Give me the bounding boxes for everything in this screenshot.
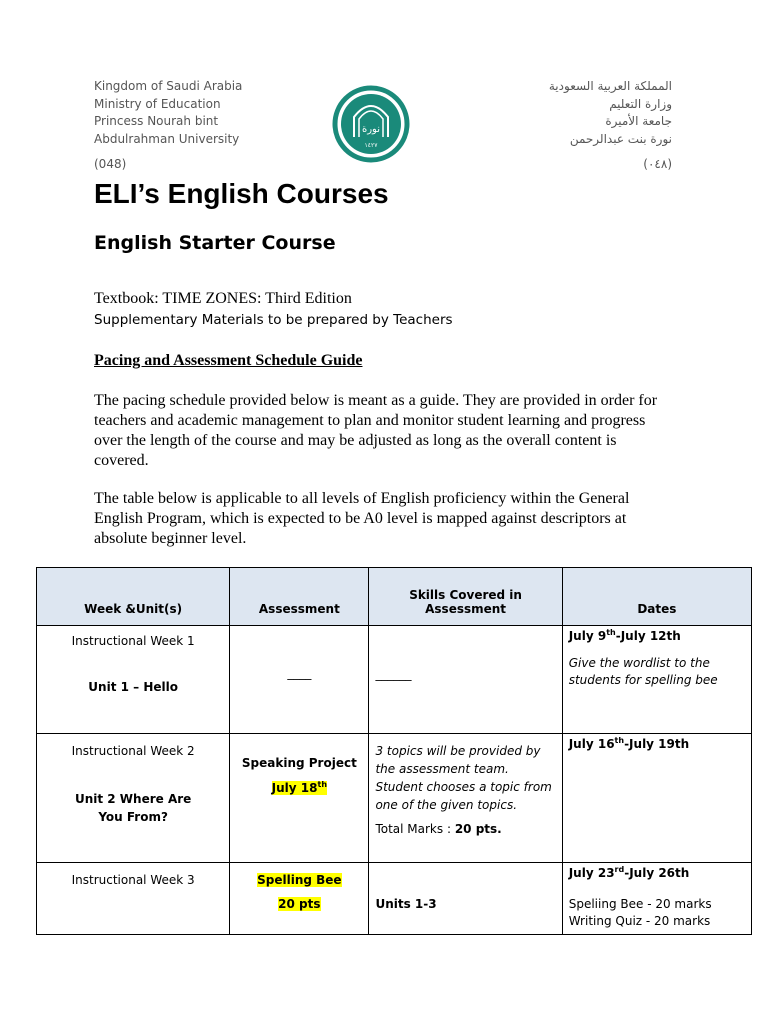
unit-label: Unit 1 – Hello [88,680,178,694]
table-row [37,734,752,863]
date-start-suffix: th [614,736,625,745]
header-dates: Dates [562,568,751,626]
header-right-line: نورة بنت عبدالرحمن [569,131,672,146]
header-left-line: Ministry of Education [94,96,221,111]
header-left-line: Kingdom of Saudi Arabia [94,79,243,93]
header-assessment: Assessment [230,568,369,626]
header-skills: Skills Covered in Assessment [369,568,562,626]
applicability-paragraph: The table below is applicable to all levels of English proficiency within the General English Program, which is expected to be A0 level is mapped against descriptors at absolute beginner level. [94,490,630,547]
guide-heading: Pacing and Assessment Schedule Guide [94,352,363,369]
date-range [569,628,751,643]
header-week: Week &Unit(s) [37,568,230,626]
assessment-title [230,873,368,887]
week-cell [37,863,230,935]
intro-paragraph: The pacing schedule provided below is meant as a guide. They are provided in order for teachers and academic management to plan and monitor student learning and progress over the length of the course and may be adjusted as long as the overall content is covered. [94,392,658,469]
dates-cell [562,863,751,935]
week-label: Instructional Week 1 [71,634,195,648]
date-end: -July 19th [624,737,690,751]
skills-blank: ______ [375,667,412,681]
date-end: -July 26th [624,866,690,880]
assessment-date-suffix: th [317,780,328,789]
textbook-line: Textbook: TIME ZONES: Third Edition [94,290,352,307]
dates-cell [562,626,751,734]
assessment-cell [230,863,369,935]
table-row [37,863,752,935]
header-left-line: Princess Nourah bint [94,114,219,128]
skills-units: Units 1-3 [375,897,437,911]
skills-cell [369,734,562,863]
assessment-cell [230,626,369,734]
date-detail: Writing Quiz - 20 marks [568,914,711,928]
logo-year: ١٤٢٧ [364,142,378,149]
date-start: July 16 [568,737,615,751]
header-left-code: (048) [94,157,127,171]
assessment-title-text: Spelling Bee [257,873,342,887]
week-cell [37,626,230,734]
header-left-line: Abdulrahman University [94,131,240,146]
header-right-line: وزارة التعليم [609,96,672,111]
university-logo [332,79,410,169]
supplementary-line: Supplementary Materials to be prepared by Teachers [94,312,453,328]
table-header-row [37,568,752,626]
date-note: Give the wordlist to the students for spelling bee [568,656,718,687]
table-row [37,626,752,734]
date-end: -July 12th [615,629,681,643]
total-marks [375,822,561,836]
date-start-suffix: th [606,628,616,637]
date-range [569,865,751,880]
date-start: July 9 [568,629,607,643]
assessment-cell [230,734,369,863]
date-start-suffix: rd [614,865,625,874]
date-detail: Speliing Bee - 20 marks [568,897,712,911]
dates-cell [562,734,751,863]
skills-cell [369,626,562,734]
total-marks-label: Total Marks : [375,822,451,836]
header-right-line: المملكة العربية السعودية [548,79,672,93]
header-left-block [94,78,242,174]
week-cell [37,734,230,863]
assessment-points [230,897,368,911]
total-marks-value: 20 pts. [454,822,502,836]
assessment-points-text: 20 pts [278,897,321,911]
skills-cell [369,863,562,935]
header-right-code: (٠٤٨) [643,157,672,171]
week-label: Instructional Week 2 [71,744,195,758]
page-title: ELI’s English Courses [94,178,389,209]
assessment-date-text: July 18 [271,781,318,795]
header-right-line: جامعة الأميرة [605,114,672,128]
unit-label: Unit 2 Where Are You From? [74,792,192,824]
schedule-table [36,567,752,935]
skills-description: 3 topics will be provided by the assessment team. Student chooses a topic from one of the given topics. [375,744,552,812]
date-start: July 23 [568,866,615,880]
date-range [569,736,751,751]
header-right-block [549,78,672,174]
assessment-title: Speaking Project [241,756,357,770]
week-label: Instructional Week 3 [71,873,195,887]
assessment-date [230,780,368,795]
logo-text: نورة [361,124,381,135]
assessment-blank: ____ [287,666,312,680]
course-subtitle: English Starter Course [94,232,336,254]
